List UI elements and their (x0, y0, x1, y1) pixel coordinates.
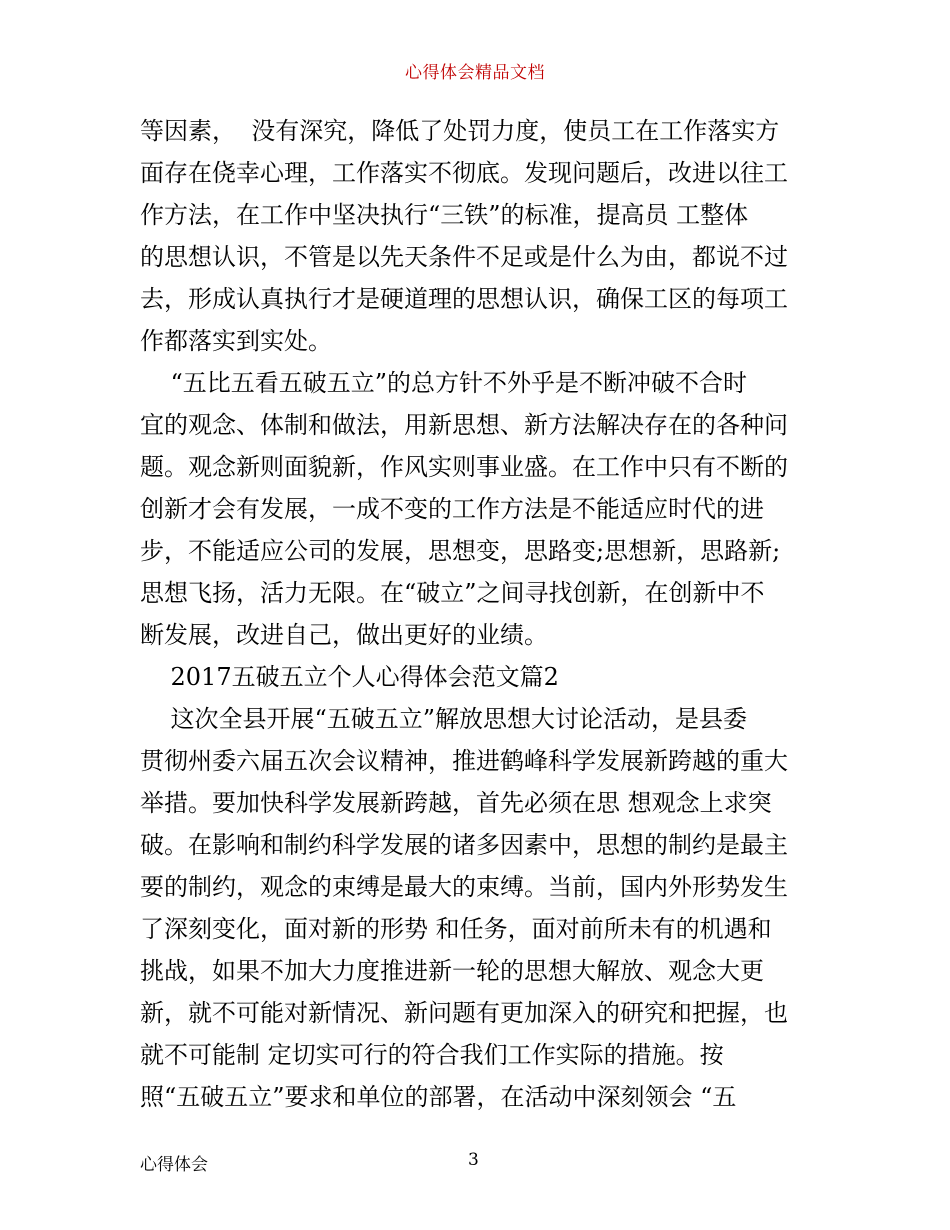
text-line: 思想飞扬，活力无限。在“破立”之间寻找创新，在创新中不 (140, 579, 765, 607)
text-line: 新，就不可能对新情况、新问题有更加深入的研究和把握，也 (140, 999, 788, 1027)
footer-label: 心得体会 (140, 1155, 208, 1175)
text-line: 破。在影响和制约科学发展的诸多因素中，思想的制约是最主 (140, 831, 788, 859)
text-line: 题。观念新则面貌新，作风实则事业盛。在工作中只有不断的 (140, 453, 788, 481)
text-line: “五比五看五破五立”的总方针不外乎是不断冲破不合时 (140, 369, 748, 397)
page-number: 3 (468, 1150, 479, 1170)
text-line: 创新才会有发展，一成不变的工作方法是不能适应时代的进 (140, 495, 764, 523)
text-line: 举措。要加快科学发展新跨越，首先必须在思 想观念上求突 (140, 789, 772, 817)
text-line: 宜的观念、体制和做法，用新思想、新方法解决存在的各种问 (140, 411, 788, 439)
text-line: 挑战，如果不加大力度推进新一轮的思想大解放、观念大更 (140, 957, 764, 985)
text-line: 面存在侥幸心理，工作落实不彻底。发现问题后，改进以往工 (140, 159, 788, 187)
text-line: 步，不能适应公司的发展，思想变，思路变;思想新，思路新; (140, 537, 781, 565)
text-line: 了深刻变化，面对新的形势 和任务，面对前所未有的机遇和 (140, 915, 772, 943)
text-line: 作都落实到实处。 (140, 327, 332, 355)
page-header-title: 心得体会精品文档 (405, 63, 545, 83)
text-line: 照“五破五立”要求和单位的部署，在活动中深刻领会 “五 (140, 1083, 737, 1111)
text-line: 要的制约，观念的束缚是最大的束缚。当前，国内外形势发生 (140, 873, 788, 901)
section-heading: 2017五破五立个人心得体会范文篇2 (140, 663, 559, 691)
text-line: 作方法，在工作中坚决执行“三铁”的标准，提高员 工整体 (140, 201, 749, 229)
text-line: 去，形成认真执行才是硬道理的思想认识，确保工区的每项工 (140, 285, 788, 313)
document-body (140, 110, 812, 1118)
text-line: 等因素， 没有深究，降低了处罚力度，使员工在工作落实方 (140, 117, 780, 145)
text-line: 的思想认识，不管是以先天条件不足或是什么为由，都说不过 (140, 243, 788, 271)
text-line: 就不可能制 定切实可行的符合我们工作实际的措施。按 (140, 1041, 724, 1069)
text-line: 断发展，改进自己，做出更好的业绩。 (140, 621, 548, 649)
text-line: 贯彻州委六届五次会议精神，推进鹤峰科学发展新跨越的重大 (140, 747, 788, 775)
text-line: 这次全县开展“五破五立”解放思想大讨论活动，是县委 (140, 705, 748, 733)
